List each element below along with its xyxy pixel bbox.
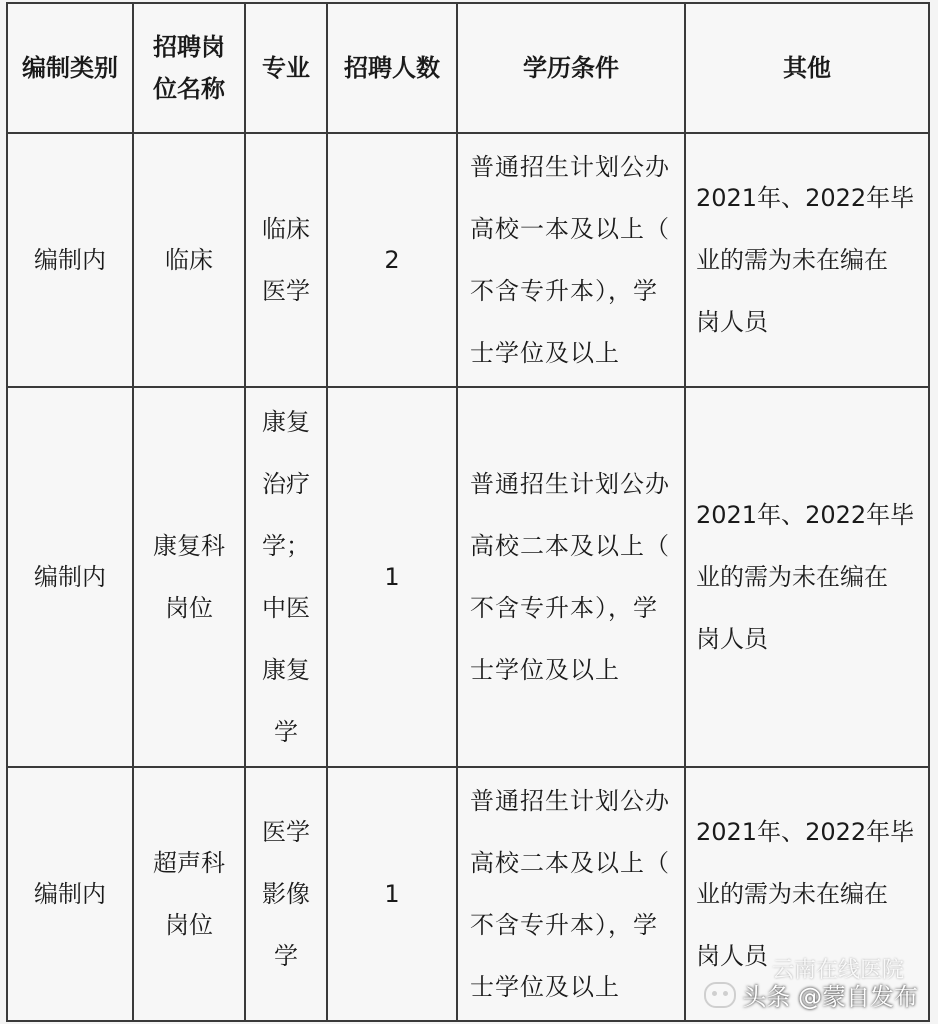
row-other: 2021年、2022年毕 业的需为未在编在 岗人员 <box>685 767 929 1021</box>
row-other: 2021年、2022年毕 业的需为未在编在 岗人员 <box>685 387 929 767</box>
row-category: 编制内 <box>7 387 133 767</box>
header-position: 招聘岗 位名称 <box>133 3 245 133</box>
header-other: 其他 <box>685 3 929 133</box>
watermark <box>704 977 918 1012</box>
faint-watermark: 云南在线医院 <box>771 958 904 983</box>
watermark-text: 头条 @蒙自发布 <box>742 983 918 1011</box>
row-education: 普通招生计划公办 高校二本及以上（ 不含专升本），学 士学位及以上 <box>457 387 685 767</box>
table-row <box>7 133 929 387</box>
recruitment-table <box>6 2 930 1022</box>
row-count: 1 <box>327 387 457 767</box>
row-position: 超声科 岗位 <box>133 767 245 1021</box>
row-major: 临床 医学 <box>245 133 327 387</box>
header-row <box>7 3 929 133</box>
row-position: 临床 <box>133 133 245 387</box>
row-education: 普通招生计划公办 高校二本及以上（ 不含专升本），学 士学位及以上 <box>457 767 685 1021</box>
header-major: 专业 <box>245 3 327 133</box>
wechat-logo-icon <box>704 982 736 1008</box>
row-education: 普通招生计划公办 高校一本及以上（ 不含专升本），学 士学位及以上 <box>457 133 685 387</box>
header-count: 招聘人数 <box>327 3 457 133</box>
row-major: 医学 影像 学 <box>245 767 327 1021</box>
row-category: 编制内 <box>7 767 133 1021</box>
header-education: 学历条件 <box>457 3 685 133</box>
row-major: 康复 治疗 学； 中医 康复 学 <box>245 387 327 767</box>
header-category: 编制类别 <box>7 3 133 133</box>
row-other: 2021年、2022年毕 业的需为未在编在 岗人员 <box>685 133 929 387</box>
row-category: 编制内 <box>7 133 133 387</box>
row-position: 康复科 岗位 <box>133 387 245 767</box>
table-row <box>7 387 929 767</box>
row-count: 2 <box>327 133 457 387</box>
row-count: 1 <box>327 767 457 1021</box>
recruitment-table-wrap <box>6 2 930 1022</box>
